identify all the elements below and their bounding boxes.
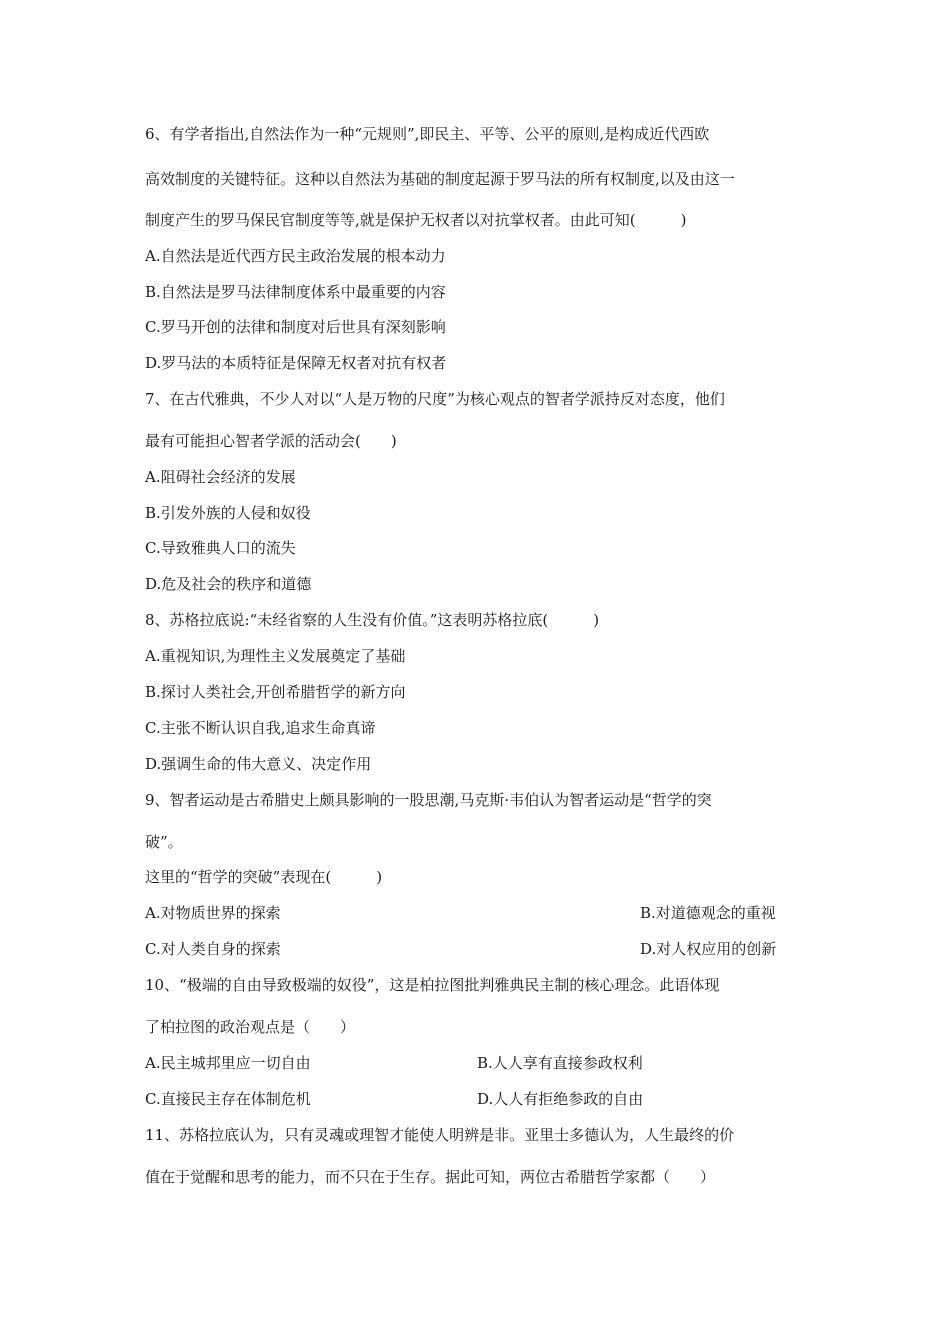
q9-stem-line-2: 破”。 [145,833,183,851]
q7-option-a: A.阻碍社会经济的发展 [145,468,296,486]
q9-option-d: D.对人权应用的创新 [640,940,777,958]
q8-option-a: A.重视知识,为理性主义发展奠定了基础 [145,647,406,665]
q7-option-b: B.引发外族的人侵和奴役 [145,504,311,522]
q8-stem-line-1: 8、苏格拉底说:“未经省察的人生没有价值。”这表明苏格拉底( ) [145,611,600,629]
q9-stem-line-3: 这里的“哲学的突破”表现在( ) [145,868,383,886]
q6-option-d: D.罗马法的本质特征是保障无权者对抗有权者 [145,354,447,372]
q11-stem-line-2: 值在于觉醒和思考的能力，而不只在于生存。据此可知，两位古希腊哲学家都（ ） [145,1168,716,1186]
q9-option-c: C.对人类自身的探索 [145,940,281,958]
q10-option-a: A.民主城邦里应一切自由 [145,1054,311,1072]
q6-option-a: A.自然法是近代西方民主政治发展的根本动力 [145,247,446,265]
q9-stem-line-1: 9、智者运动是古希腊史上颇具影响的一股思潮,马克斯·韦伯认为智者运动是“哲学的突 [145,791,712,809]
q6-stem-line-1: 6、有学者指出,自然法作为一种“元规则”,即民主、平等、公平的原则,是构成近代西欧 [145,125,710,143]
q9-option-b: B.对道德观念的重视 [640,904,776,922]
q8-option-d: D.强调生命的伟大意义、决定作用 [145,755,372,773]
q10-option-c: C.直接民主存在体制危机 [145,1090,311,1108]
q6-stem-line-2: 高效制度的关键特征。这种以自然法为基础的制度起源于罗马法的所有权制度,以及由这一 [145,170,735,188]
q8-option-c: C.主张不断认识自我,追求生命真谛 [145,719,376,737]
q9-option-a: A.对物质世界的探索 [145,904,281,922]
q7-stem-line-1: 7、在古代雅典，不少人对以“人是万物的尺度”为核心观点的智者学派持反对态度，他们 [145,390,725,408]
q6-stem-line-3: 制度产生的罗马保民官制度等等,就是保护无权者以对抗掌权者。由此可知( ) [145,211,687,229]
q6-option-c: C.罗马开创的法律和制度对后世具有深刻影响 [145,318,446,336]
q11-stem-line-1: 11、苏格拉底认为，只有灵魂或理智才能使人明辨是非。亚里士多德认为，人生最终的价 [145,1126,735,1144]
q10-option-d: D.人人有拒绝参政的自由 [477,1090,644,1108]
q10-stem-line-2: 了柏拉图的政治观点是（ ） [145,1018,356,1036]
q8-option-b: B.探讨人类社会,开创希腊哲学的新方向 [145,683,406,701]
q10-stem-line-1: 10、“极端的自由导致极端的奴役”，这是柏拉图批判雅典民主制的核心理念。此语体现 [145,976,720,994]
q7-option-c: C.导致雅典人口的流失 [145,539,296,557]
q7-option-d: D.危及社会的秩序和道德 [145,575,312,593]
q6-option-b: B.自然法是罗马法律制度体系中最重要的内容 [145,283,446,301]
q7-stem-line-2: 最有可能担心智者学派的活动会( ) [145,432,397,450]
q10-option-b: B.人人享有直接参政权利 [477,1054,643,1072]
